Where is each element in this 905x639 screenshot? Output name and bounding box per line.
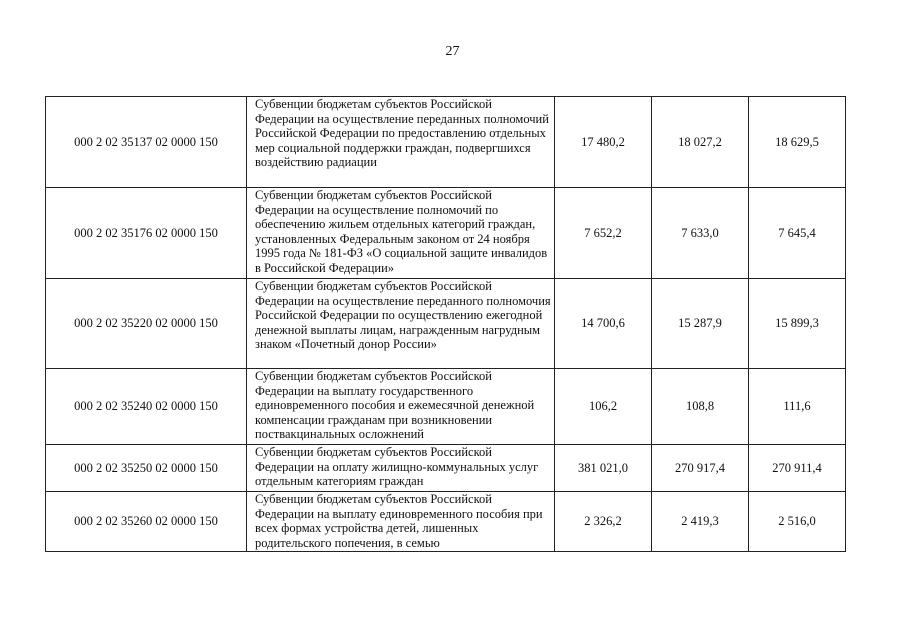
budget-classification-code: 000 2 02 35260 02 0000 150	[46, 492, 247, 552]
amount-year-1: 381 021,0	[555, 445, 652, 492]
revenue-description: Субвенции бюджетам субъектов Российской Федерации на выплату государственного единовременного пособия и ежемесячной денежной компенсации гражданам при возникновении поствакцинальных осложнений	[247, 369, 555, 445]
table-row	[46, 445, 846, 492]
table-row	[46, 97, 846, 188]
revenue-description: Субвенции бюджетам субъектов Российской Федерации на осуществление переданных полномочий Российской Федерации по предоставлению отдельных мер социальной поддержки граждан, подвергшихся воздействию радиации	[247, 97, 555, 188]
amount-year-2: 2 419,3	[652, 492, 749, 552]
page-number: 27	[445, 44, 460, 59]
budget-classification-code: 000 2 02 35220 02 0000 150	[46, 279, 247, 369]
table-row	[46, 492, 846, 552]
revenue-description: Субвенции бюджетам субъектов Российской Федерации на осуществление полномочий по обеспечению жильем отдельных категорий граждан, установленных Федеральным законом от 24 ноября 1995 года № 181-ФЗ «О социальной защите инвалидов в Российской Федерации»	[247, 188, 555, 279]
amount-year-2: 18 027,2	[652, 97, 749, 188]
budget-classification-code: 000 2 02 35176 02 0000 150	[46, 188, 247, 279]
budget-revenue-table	[45, 96, 846, 552]
revenue-description: Субвенции бюджетам субъектов Российской Федерации на выплату единовременного пособия при всех формах устройства детей, лишенных родительского попечения, в семью	[247, 492, 555, 552]
budget-classification-code: 000 2 02 35240 02 0000 150	[46, 369, 247, 445]
amount-year-2: 108,8	[652, 369, 749, 445]
amount-year-1: 17 480,2	[555, 97, 652, 188]
amount-year-1: 14 700,6	[555, 279, 652, 369]
amount-year-3: 18 629,5	[749, 97, 846, 188]
amount-year-2: 7 633,0	[652, 188, 749, 279]
revenue-description: Субвенции бюджетам субъектов Российской Федерации на осуществление переданного полномочия Российской Федерации по осуществлению ежегодной денежной выплаты лицам, награжденным нагрудным знаком «Почетный донор России»	[247, 279, 555, 369]
amount-year-3: 111,6	[749, 369, 846, 445]
table-row	[46, 369, 846, 445]
table-row	[46, 188, 846, 279]
amount-year-1: 2 326,2	[555, 492, 652, 552]
amount-year-1: 7 652,2	[555, 188, 652, 279]
table-row	[46, 279, 846, 369]
budget-classification-code: 000 2 02 35137 02 0000 150	[46, 97, 247, 188]
amount-year-3: 15 899,3	[749, 279, 846, 369]
amount-year-3: 270 911,4	[749, 445, 846, 492]
amount-year-2: 270 917,4	[652, 445, 749, 492]
revenue-description: Субвенции бюджетам субъектов Российской Федерации на оплату жилищно-коммунальных услуг отдельным категориям граждан	[247, 445, 555, 492]
amount-year-1: 106,2	[555, 369, 652, 445]
amount-year-3: 2 516,0	[749, 492, 846, 552]
budget-classification-code: 000 2 02 35250 02 0000 150	[46, 445, 247, 492]
amount-year-3: 7 645,4	[749, 188, 846, 279]
amount-year-2: 15 287,9	[652, 279, 749, 369]
